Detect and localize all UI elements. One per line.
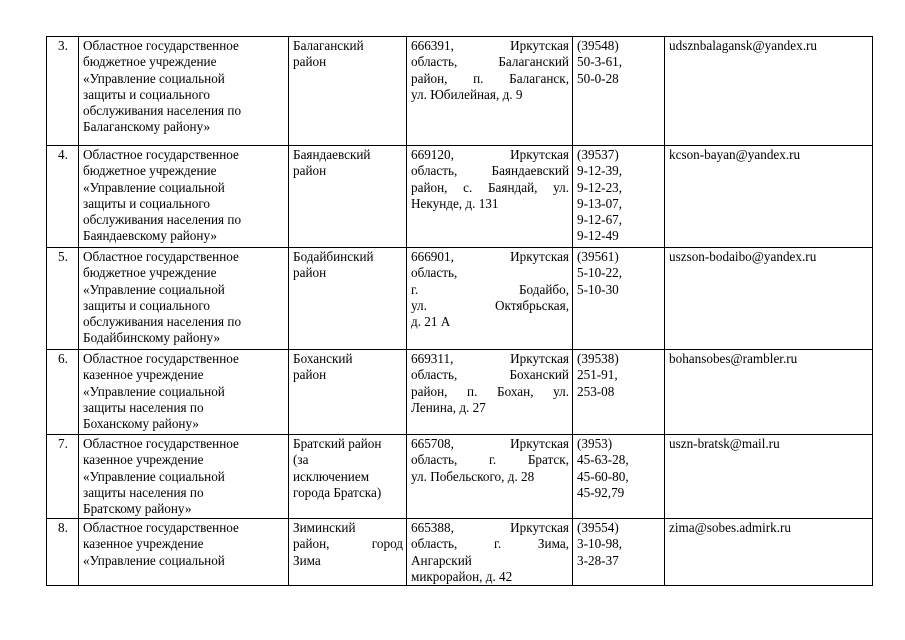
district xyxy=(289,435,407,519)
email-cell xyxy=(665,248,873,350)
address-line: ул. Юбилейная, д. 9 xyxy=(411,86,523,102)
address-line: район, п. Бохан, ул. xyxy=(411,383,569,399)
institution-name-line: казенное учреждение xyxy=(83,452,204,468)
row-number: 3. xyxy=(47,37,79,146)
address-line: Ангарский xyxy=(411,552,472,568)
phone-numbers-line: 5-10-30 xyxy=(577,281,619,297)
table-row xyxy=(47,435,873,519)
district-line: города Братска) xyxy=(293,484,382,500)
phone-numbers-line: 3-10-98, xyxy=(577,536,623,552)
phone-numbers-line: 45-60-80, xyxy=(577,468,629,484)
phone-numbers-line: (39538) xyxy=(577,351,619,366)
address xyxy=(407,350,573,435)
email-address[interactable]: uszn-bratsk@mail.ru xyxy=(669,436,780,451)
district xyxy=(289,519,407,586)
phone-numbers xyxy=(573,350,665,435)
table-row xyxy=(47,146,873,248)
institution-name-line: защиты населения по xyxy=(83,399,204,415)
email-cell xyxy=(665,519,873,586)
institution-name-line: защиты и социального xyxy=(83,86,211,102)
phone-numbers-line: 3-28-37 xyxy=(577,552,619,568)
phone-numbers-line: 9-12-39, xyxy=(577,163,623,179)
phone-numbers-line: (3953) xyxy=(577,436,613,451)
institution-name-line: «Управление социальной xyxy=(83,383,225,399)
address-line: 669311, Иркутская xyxy=(411,351,569,366)
institution-name-line: защиты населения по xyxy=(83,484,204,500)
phone-numbers-line: 45-92,79 xyxy=(577,484,625,500)
district-line: район xyxy=(293,54,327,70)
table-row xyxy=(47,248,873,350)
email-cell xyxy=(665,435,873,519)
email-address[interactable]: zima@sobes.admirk.ru xyxy=(669,520,792,535)
email-cell xyxy=(665,146,873,248)
address-line: 666901, Иркутская xyxy=(411,249,569,264)
address xyxy=(407,146,573,248)
institution-name-line: защиты и социального xyxy=(83,297,211,313)
institution-name xyxy=(79,350,289,435)
institution-name-line: Бодайбинскому району» xyxy=(83,330,221,346)
institution-name-line: Областное государственное xyxy=(83,436,239,451)
address-line: Некунде, д. 131 xyxy=(411,195,499,211)
institution-name-line: Областное государственное xyxy=(83,520,239,535)
institutions-table xyxy=(46,36,873,586)
row-number: 8. xyxy=(47,519,79,586)
email-address[interactable]: bohansobes@rambler.ru xyxy=(669,351,798,366)
institution-name-line: казенное учреждение xyxy=(83,536,204,552)
phone-numbers-line: 253-08 xyxy=(577,383,615,399)
phone-numbers-line: 9-12-67, xyxy=(577,212,623,228)
phone-numbers xyxy=(573,248,665,350)
address-line: микрорайон, д. 42 xyxy=(411,568,513,584)
institution-name xyxy=(79,519,289,586)
table-row xyxy=(47,350,873,435)
district-line: район, город xyxy=(293,536,403,552)
phone-numbers xyxy=(573,435,665,519)
address-line: область, г. Зима, xyxy=(411,536,569,552)
address xyxy=(407,37,573,146)
institution-name-line: обслуживания населения по xyxy=(83,212,242,228)
address xyxy=(407,248,573,350)
institution-name xyxy=(79,435,289,519)
district-line: Братский район xyxy=(293,436,382,451)
address xyxy=(407,519,573,586)
institution-name xyxy=(79,146,289,248)
district xyxy=(289,37,407,146)
address-line: 666391, Иркутская xyxy=(411,38,569,53)
district-line: Зиминский xyxy=(293,520,356,535)
institution-name-line: Областное государственное xyxy=(83,147,239,162)
table-row xyxy=(47,37,873,146)
institution-name-line: бюджетное учреждение xyxy=(83,54,217,70)
phone-numbers-line: 50-0-28 xyxy=(577,70,619,86)
email-address[interactable]: kcson-bayan@yandex.ru xyxy=(669,147,801,162)
address-line: Ленина, д. 27 xyxy=(411,399,486,415)
institution-name-line: Областное государственное xyxy=(83,351,239,366)
address-line: область, Боханский xyxy=(411,367,569,383)
district-line: Боханский xyxy=(293,351,353,366)
institution-name-line: Баяндаевскому району» xyxy=(83,228,217,244)
email-cell xyxy=(665,37,873,146)
email-cell xyxy=(665,350,873,435)
phone-numbers-line: (39561) xyxy=(577,249,619,264)
address-line: д. 21 А xyxy=(411,314,451,330)
address-line: 669120, Иркутская xyxy=(411,147,569,162)
phone-numbers xyxy=(573,146,665,248)
phone-numbers-line: (39554) xyxy=(577,520,619,535)
address-line: район, с. Баяндай, ул. xyxy=(411,179,569,195)
institution-name-line: Братскому району» xyxy=(83,501,192,517)
phone-numbers-line: 9-13-07, xyxy=(577,195,623,211)
district-line: (за xyxy=(293,452,309,468)
district-line: район xyxy=(293,265,327,281)
email-address[interactable]: uszson-bodaibo@yandex.ru xyxy=(669,249,817,264)
institution-name-line: «Управление социальной xyxy=(83,468,225,484)
institution-name-line: «Управление социальной xyxy=(83,281,225,297)
institution-name xyxy=(79,248,289,350)
address-line: область, Баяндаевский xyxy=(411,163,569,179)
row-number: 5. xyxy=(47,248,79,350)
phone-numbers-line: 251-91, xyxy=(577,367,618,383)
address-line: 665708, Иркутская xyxy=(411,436,569,451)
institution-name-line: Балаганскому району» xyxy=(83,119,211,135)
district-line: район xyxy=(293,367,327,383)
row-number: 7. xyxy=(47,435,79,519)
institution-name-line: обслуживания населения по xyxy=(83,103,242,119)
address xyxy=(407,435,573,519)
district-line: Баяндаевский xyxy=(293,147,371,162)
institution-name-line: обслуживания населения по xyxy=(83,314,242,330)
phone-numbers xyxy=(573,37,665,146)
district-line: Бодайбинский xyxy=(293,249,374,264)
phone-numbers-line: 9-12-23, xyxy=(577,179,623,195)
address-line: область, Балаганский xyxy=(411,54,569,70)
row-number: 6. xyxy=(47,350,79,435)
institution-name-line: казенное учреждение xyxy=(83,367,204,383)
phone-numbers-line: 9-12-49 xyxy=(577,228,619,244)
phone-numbers-line: 45-63-28, xyxy=(577,452,629,468)
district xyxy=(289,146,407,248)
district-line: Балаганский xyxy=(293,38,364,53)
institution-name-line: «Управление социальной xyxy=(83,179,225,195)
phone-numbers-line: 50-3-61, xyxy=(577,54,623,70)
table-row xyxy=(47,519,873,586)
address-line: область, xyxy=(411,265,458,281)
district-line: район xyxy=(293,163,327,179)
institution-name-line: «Управление социальной xyxy=(83,70,225,86)
district-line: Зима xyxy=(293,552,321,568)
phone-numbers-line: 5-10-22, xyxy=(577,265,623,281)
address-line: область, г. Братск, xyxy=(411,452,569,468)
institution-name xyxy=(79,37,289,146)
phone-numbers-line: (39537) xyxy=(577,147,619,162)
address-line: г. Бодайбо, xyxy=(411,281,569,297)
institution-name-line: бюджетное учреждение xyxy=(83,163,217,179)
table-body xyxy=(47,37,873,586)
institution-name-line: Областное государственное xyxy=(83,249,239,264)
institution-name-line: Боханскому району» xyxy=(83,416,200,432)
address-line: ул. Побельского, д. 28 xyxy=(411,468,535,484)
address-line: 665388, Иркутская xyxy=(411,520,569,535)
phone-numbers-line: (39548) xyxy=(577,38,619,53)
address-line: район, п. Балаганск, xyxy=(411,70,569,86)
institution-name-line: защиты и социального xyxy=(83,195,211,211)
email-address[interactable]: udsznbalagansk@yandex.ru xyxy=(669,38,818,53)
row-number: 4. xyxy=(47,146,79,248)
institution-name-line: «Управление социальной xyxy=(83,552,225,568)
phone-numbers xyxy=(573,519,665,586)
district-line: исключением xyxy=(293,468,370,484)
institution-name-line: бюджетное учреждение xyxy=(83,265,217,281)
address-line: ул. Октябрьская, xyxy=(411,297,569,313)
district xyxy=(289,248,407,350)
district xyxy=(289,350,407,435)
institution-name-line: Областное государственное xyxy=(83,38,239,53)
